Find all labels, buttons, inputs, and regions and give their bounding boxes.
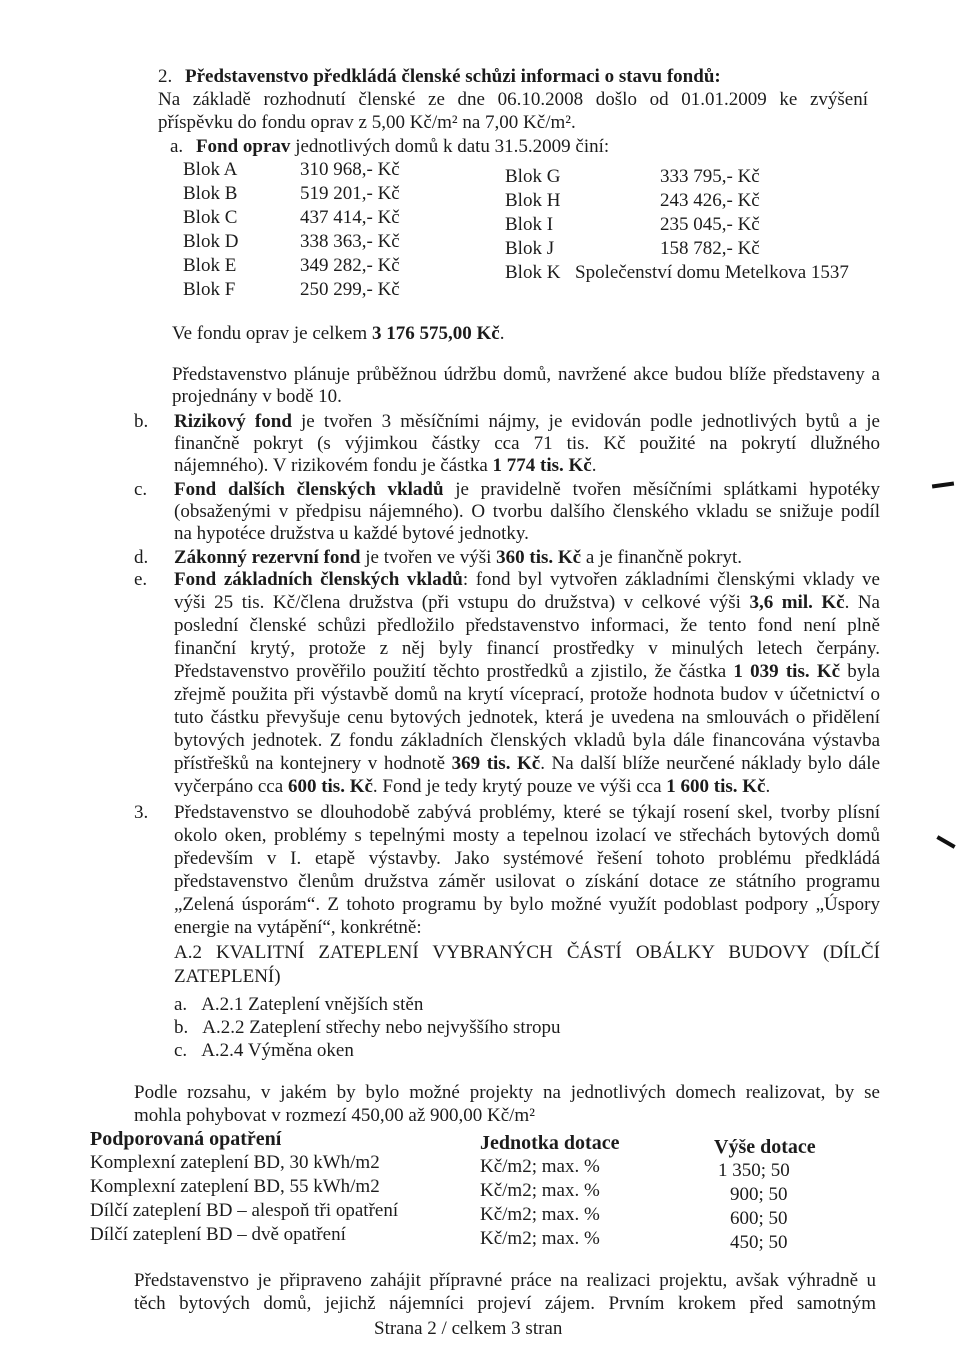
section-number: 3. <box>134 802 149 823</box>
fund-e-value: 369 tis. Kč <box>451 753 541 774</box>
table-cell: 600; 50 <box>730 1208 788 1229</box>
item-text: A.2.4 Výměna oken <box>201 1040 354 1061</box>
total-value: 3 176 575,00 Kč <box>371 323 500 344</box>
fund-b-line-3 <box>174 455 596 477</box>
fund-e-text: přístřešků na kontejnery v hodnotě <box>174 753 452 774</box>
table-cell: Kč/m2; max. % <box>480 1204 600 1225</box>
scan-mark <box>936 835 955 848</box>
fund-c-line-3: na hypotéce družstva u každé bytové jednotky. <box>174 523 529 544</box>
block-name: Blok C <box>183 207 238 228</box>
period: . <box>591 455 597 476</box>
section-3-line-6: energie na vytápění“, konkrétně: <box>174 917 422 938</box>
fund-c-rest: je pravidelně tvořen měsíčními splátkami hypotéky <box>443 479 880 500</box>
intro-line-2: příspěvku do fondu oprav z 5,00 Kč/m² na 7,00 Kč/m². <box>158 112 576 133</box>
block-amount: 243 426,- Kč <box>660 190 760 211</box>
section-number: 2. <box>158 66 173 87</box>
section-3-line-5: „Zelená úsporám“. Z tohoto programu by bylo možné využít podoblast podpory „Úspory <box>174 894 880 915</box>
fund-a-rest: jednotlivých domů k datu 31.5.2009 činí: <box>290 136 610 157</box>
item-letter: a. <box>174 994 188 1015</box>
period: . <box>765 776 771 797</box>
closing-line-1: Představenstvo je připraveno zahájit přípravné práce na realizaci projektu, avšak výhradně u <box>134 1270 876 1291</box>
fund-c-line-2: (obsaženými v předpisu nájemného). O tvorbu dalšího členského vkladu se snižuje podíl <box>174 501 880 522</box>
block-amount: 519 201,- Kč <box>300 183 400 204</box>
fund-e-line-1 <box>174 569 880 591</box>
table-header: Podporovaná opatření <box>90 1128 282 1150</box>
fund-e-line-5 <box>174 661 880 683</box>
fund-e-text: výši 25 tis. Kč/člena družstva (při vstupu do družstva) v celkové výši <box>174 592 750 613</box>
block-amount: 349 282,- Kč <box>300 255 400 276</box>
fund-e-text: Představenstvo prověřilo použití těchto prostředků a zjistilo, že částka <box>174 661 734 682</box>
fund-e-post: . Na další blíže neurčené náklady bylo dále <box>540 753 880 774</box>
fund-a-title: Fond oprav <box>195 136 291 157</box>
section-2-heading <box>158 66 721 88</box>
section-3-line-1: Představenstvo se dlouhodobě zabývá problémy, které se týkají rosení skel, tvorby plísní <box>174 802 880 823</box>
fund-e-text: vyčerpáno cca <box>174 776 288 797</box>
table-cell: Kč/m2; max. % <box>480 1156 600 1177</box>
section-3-line-2: okolo oken, problémy s tepelnými mosty a tepelnou izolací ve střechách bytových domů <box>174 825 880 846</box>
item-letter: b. <box>134 411 149 432</box>
fund-e-post: byla <box>840 661 880 682</box>
fund-d-line <box>174 547 742 569</box>
fund-a-heading <box>170 136 609 158</box>
fund-e-rest: : fond byl vytvořen základními členskými vklady ve <box>462 569 880 590</box>
section-3-line-3: především v I. etapě výstavby. Jako systémové řešení tohoto problému předkládá <box>174 848 880 869</box>
fund-b-line-1 <box>174 411 880 433</box>
block-name: Blok E <box>183 255 237 276</box>
item-text: A.2.1 Zateplení vnějších stěn <box>201 994 424 1015</box>
program-item <box>174 1040 354 1062</box>
range-line-2: mohla pohybovat v rozmezí 450,00 až 900,00 Kč/m² <box>134 1105 535 1126</box>
fund-e-line-9 <box>174 753 880 775</box>
program-title-line-1: A.2 KVALITNÍ ZATEPLENÍ VYBRANÝCH ČÁSTÍ OBÁLKY BUDOVY (DÍLČÍ <box>174 942 880 963</box>
program-title-line-2: ZATEPLENÍ) <box>174 966 281 987</box>
fund-d-text: je tvořen ve výši <box>360 547 497 568</box>
table-cell: Komplexní zateplení BD, 55 kWh/m2 <box>90 1176 380 1197</box>
table-header: Výše dotace <box>714 1136 816 1158</box>
fund-e-line-6: zřejmě použita při výstavbě domů na krytí víceprací, protože hodnota budov v účetnictví o <box>174 684 880 705</box>
fund-e-value: 1 039 tis. Kč <box>733 661 841 682</box>
block-name: Blok K <box>505 262 561 283</box>
block-name: Blok I <box>505 214 554 235</box>
table-header: Jednotka dotace <box>480 1132 620 1154</box>
section-3-line-4: představenstvo členům družstva záměr usilovat o získání dotace ze státního programu <box>174 871 880 892</box>
fund-e-value: 600 tis. Kč <box>287 776 373 797</box>
block-name: Blok A <box>183 159 238 180</box>
fund-b-text: nájemného). V rizikovém fondu je částka <box>174 455 493 476</box>
section-title: Představenstvo předkládá členské schůzi informaci o stavu fondů: <box>185 66 721 87</box>
item-text: A.2.2 Zateplení střechy nebo nejvyššího stropu <box>202 1017 561 1038</box>
fund-b-rest: je tvořen 3 měsíčními nájmy, je evidován podle jednotlivých bytů a je <box>291 411 880 432</box>
plan-line-2: projednány v bodě 10. <box>172 386 342 407</box>
table-cell: 1 350; 50 <box>718 1160 790 1181</box>
fund-d-value: 360 tis. Kč <box>496 547 582 568</box>
fund-e-line-2 <box>174 592 880 614</box>
item-letter: b. <box>174 1017 189 1038</box>
fund-total: Ve fondu oprav je celkem 3 176 575,00 Kč. <box>172 323 505 344</box>
intro-line-1: Na základě rozhodnutí členské ze dne 06.10.2008 došlo od 01.01.2009 ke zvýšení <box>158 89 868 110</box>
fund-b-line-2: finančně pokryt (s výjimkou částky cca 71 tis. Kč použité na pokrytí dlužného <box>174 433 880 454</box>
fund-e-value: 3,6 mil. Kč <box>749 592 845 613</box>
block-amount: 333 795,- Kč <box>660 166 760 187</box>
block-amount: 250 299,- Kč <box>300 279 400 300</box>
table-cell: Dílčí zateplení BD – dvě opatření <box>90 1224 346 1245</box>
fund-e-value: 1 600 tis. Kč <box>666 776 766 797</box>
fund-e-line-3: poslední členské schůzi předložilo představenstvo informaci, že tento fond není plně <box>174 615 880 636</box>
range-line-1: Podle rozsahu, v jakém by bylo možné projekty na jednotlivých domech realizovat, by se <box>134 1082 880 1103</box>
block-name: Blok H <box>505 190 561 211</box>
item-letter: c. <box>174 1040 188 1061</box>
scan-mark <box>932 481 954 488</box>
fund-e-line-8: bytových jednotek. Z fondu základních členských vkladů byla dále financována výstavba <box>174 730 880 751</box>
block-amount: 338 363,- Kč <box>300 231 400 252</box>
item-letter: a. <box>170 136 184 157</box>
item-letter: d. <box>134 547 149 568</box>
fund-e-title: Fond základních členských vkladů <box>174 569 463 590</box>
fund-e-line-7: tuto částku převyšuje cenu bytových jednotek, která je uvedena na smlouvách o přidělení <box>174 707 880 728</box>
block-name: Blok F <box>183 279 236 300</box>
fund-b-title: Rizikový fond <box>174 411 292 432</box>
fund-e-line-4: finanční krytý, protože z něj byly financí prostředky v minulých letech čerpány. <box>174 638 880 659</box>
table-cell: Komplexní zateplení BD, 30 kWh/m2 <box>90 1152 380 1173</box>
block-amount: 158 782,- Kč <box>660 238 760 259</box>
fund-e-line-10 <box>174 776 770 798</box>
table-cell: Dílčí zateplení BD – alespoň tři opatření <box>90 1200 399 1221</box>
block-name: Blok D <box>183 231 239 252</box>
item-letter: c. <box>134 479 148 500</box>
block-amount: Společenství domu Metelkova 1537 <box>575 262 849 283</box>
block-name: Blok B <box>183 183 238 204</box>
table-cell: Kč/m2; max. % <box>480 1180 600 1201</box>
block-name: Blok G <box>505 166 561 187</box>
table-cell: 900; 50 <box>730 1184 788 1205</box>
fund-c-title: Fond dalších členských vkladů <box>174 479 444 500</box>
program-item <box>174 1017 561 1039</box>
fund-d-title: Zákonný rezervní fond <box>174 547 361 568</box>
block-amount: 437 414,- Kč <box>300 207 400 228</box>
fund-e-text: . Fond je tedy krytý pouze ve výši cca <box>372 776 667 797</box>
plan-line-1: Představenstvo plánuje průběžnou údržbu domů, navržené akce budou blíže představeny a <box>172 364 880 385</box>
block-name: Blok J <box>505 238 555 259</box>
total-label: Ve fondu oprav je celkem <box>172 323 372 344</box>
program-item <box>174 994 423 1016</box>
item-letter: e. <box>134 569 148 590</box>
table-cell: 450; 50 <box>730 1232 788 1253</box>
fund-e-post: . Na <box>844 592 880 613</box>
block-amount: 235 045,- Kč <box>660 214 760 235</box>
closing-line-2: těch bytových domů, jejichž nájemníci projeví zájem. Prvním krokem před samotným <box>134 1293 876 1314</box>
block-amount: 310 968,- Kč <box>300 159 400 180</box>
fund-c-line-1 <box>174 479 880 501</box>
page-footer: Strana 2 / celkem 3 stran <box>374 1318 563 1339</box>
fund-b-value: 1 774 tis. Kč <box>492 455 592 476</box>
fund-d-post: a je finančně pokryt. <box>581 547 742 568</box>
table-cell: Kč/m2; max. % <box>480 1228 600 1249</box>
